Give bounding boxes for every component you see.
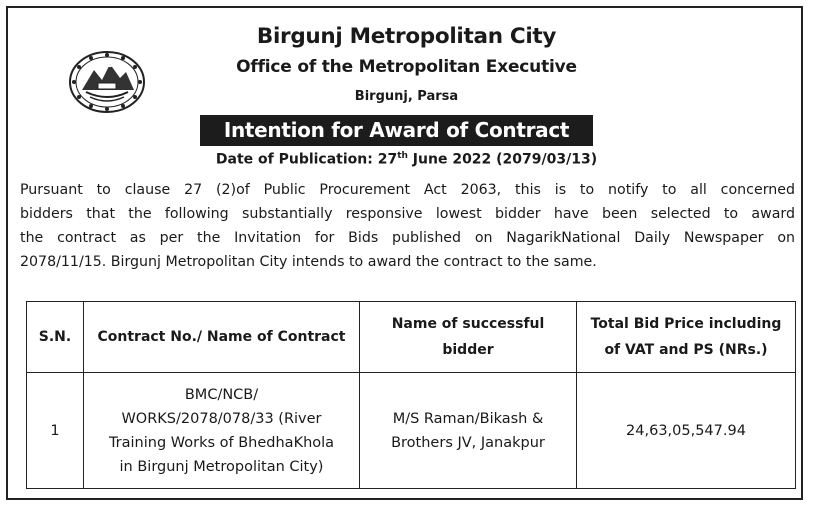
publication-date xyxy=(0,151,813,168)
award-table xyxy=(26,301,796,489)
price-header-line: of VAT and PS (NRs.) xyxy=(604,342,768,358)
contract-line: WORKS/2078/078/33 (River xyxy=(121,410,322,427)
body-line: bidders that the following substantially responsive lowest bidder have been selected to award xyxy=(20,206,795,222)
location: Birgunj, Parsa xyxy=(354,89,459,104)
cell-sn: 1 xyxy=(27,373,84,489)
bidder-header-line: bidder xyxy=(442,342,494,358)
contract-line: in Birgunj Metropolitan City) xyxy=(119,458,324,475)
cell-price: 24,63,05,547.94 xyxy=(577,373,796,489)
body-line: Pursuant to clause 27 (2)of Public Procurement Act 2063, this is to notify to all concerned xyxy=(20,182,795,198)
contract-line: Training Works of BhedhaKhola xyxy=(108,434,335,451)
bidder-line: M/S Raman/Bikash & xyxy=(392,410,544,427)
body-line: 2078/11/15. Birgunj Metropolitan City intends to award the contract to the same. xyxy=(20,254,597,270)
date-suffix: th xyxy=(397,151,408,161)
col-header-bidder xyxy=(360,302,577,373)
col-header-price xyxy=(577,302,796,373)
bidder-header-line: Name of successful xyxy=(391,316,545,332)
col-header-contract: Contract No./ Name of Contract xyxy=(84,302,360,373)
notice-body xyxy=(20,178,795,274)
cell-bidder xyxy=(360,373,577,489)
bidder-line: Brothers JV, Janakpur xyxy=(391,434,545,451)
table-row xyxy=(27,373,796,489)
price-header-line: Total Bid Price including xyxy=(590,316,782,332)
org-name: Birgunj Metropolitan City xyxy=(256,24,557,49)
cell-contract xyxy=(84,373,360,489)
date-rest: June 2022 (2079/03/13) xyxy=(407,151,598,168)
table-header-row xyxy=(27,302,796,373)
body-line: the contract as per the Invitation for Bids published on NagarikNational Daily Newspaper on xyxy=(20,230,795,246)
notice-title: Intention for Award of Contract xyxy=(200,115,593,146)
col-header-sn: S.N. xyxy=(27,302,84,373)
office-name: Office of the Metropolitan Executive xyxy=(236,57,577,77)
contract-line: BMC/NCB/ xyxy=(184,386,259,403)
date-label: Date of Publication: 27 xyxy=(215,151,398,168)
